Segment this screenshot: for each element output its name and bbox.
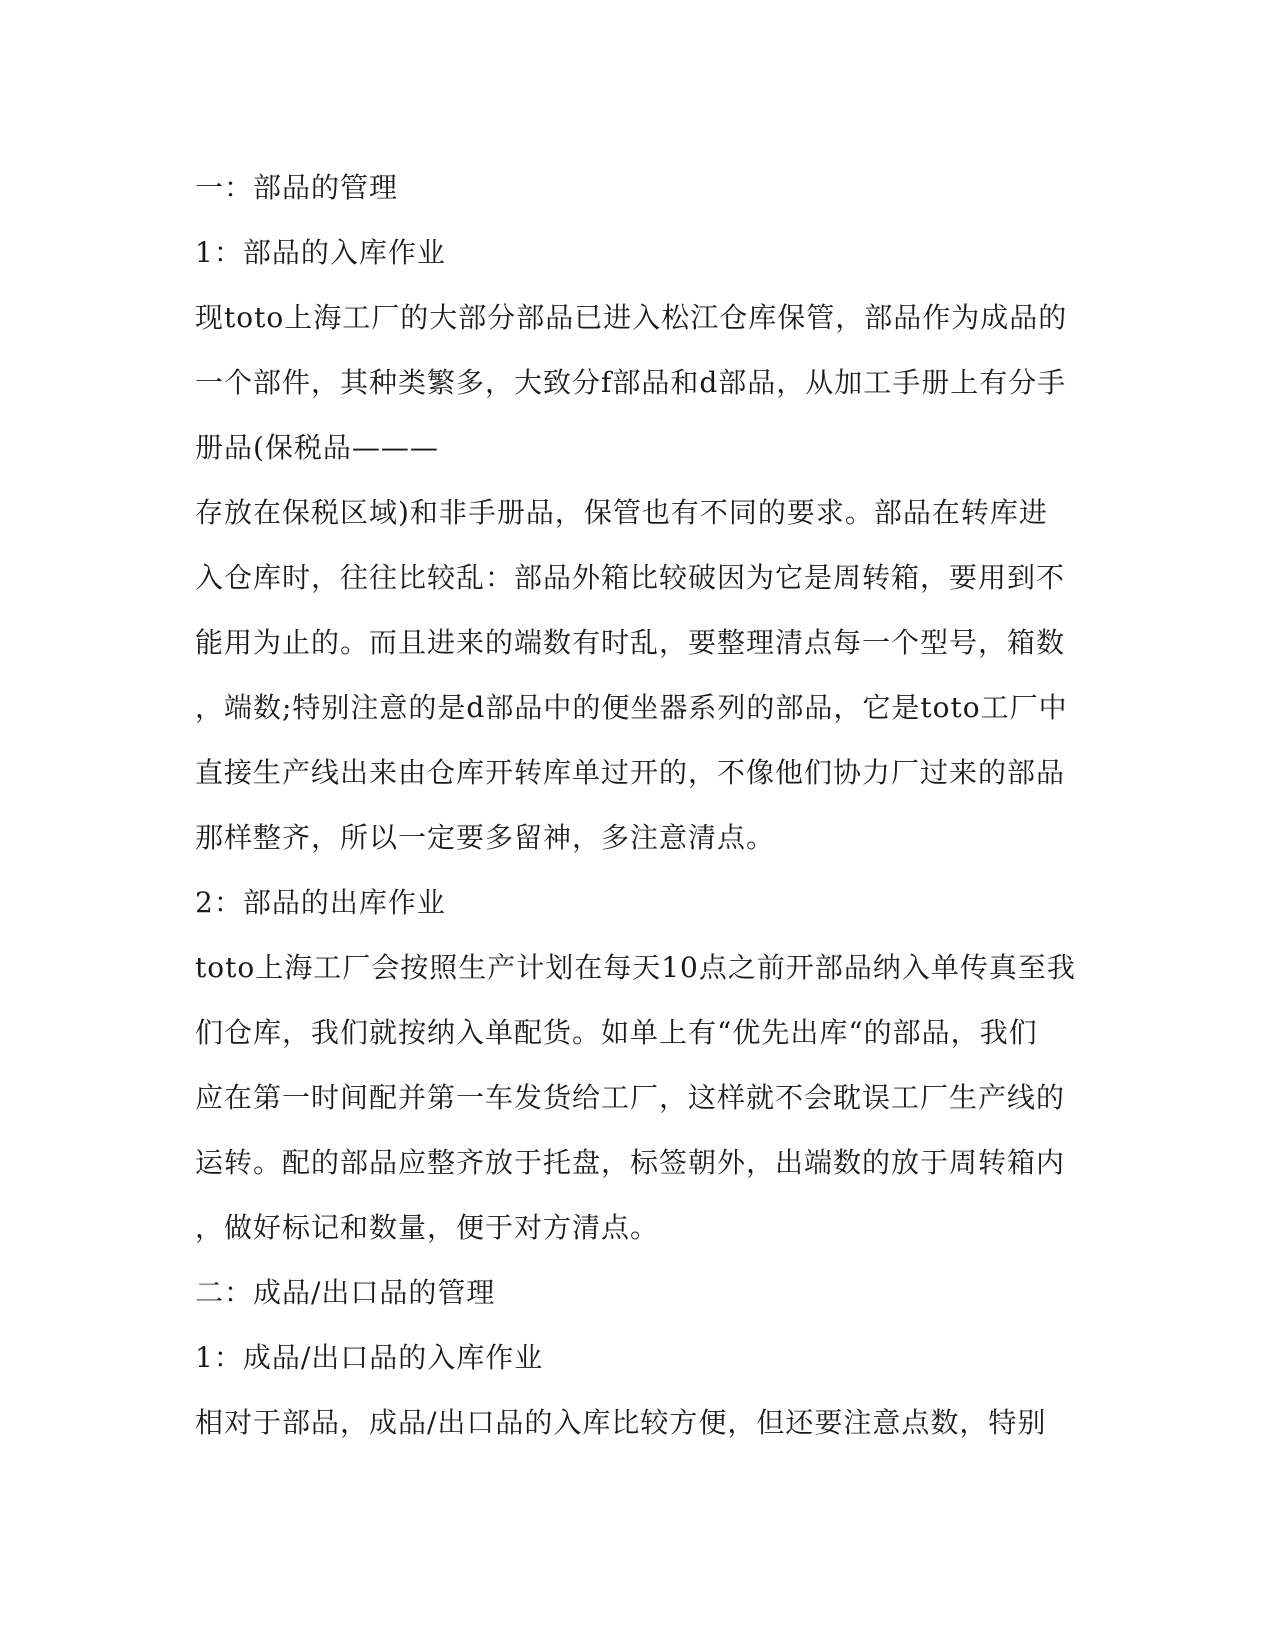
paragraph-line: 相对于部品，成品/出口品的入库比较方便，但还要注意点数，特别 [195, 1406, 1047, 1439]
paragraph-line: ，做好标记和数量，便于对方清点。 [195, 1211, 660, 1244]
paragraph-line: 运转。配的部品应整齐放于托盘，标签朝外，出端数的放于周转箱内 [195, 1146, 1066, 1179]
subsection-heading-1-2: 2：部品的出库作业 [195, 886, 446, 919]
paragraph-line: 直接生产线出来由仓库开转库单过开的，不像他们协力厂过来的部品 [195, 756, 1066, 789]
subsection-heading-2-1: 1：成品/出口品的入库作业 [195, 1341, 544, 1374]
paragraph-line: toto上海工厂会按照生产计划在每天10点之前开部品纳入单传真至我 [195, 951, 1076, 984]
document-body [195, 155, 1075, 1455]
subsection-heading-1-1: 1：部品的入库作业 [195, 236, 446, 269]
paragraph-line: 能用为止的。而且进来的端数有时乱，要整理清点每一个型号，箱数 [195, 626, 1066, 659]
paragraph-line: 那样整齐，所以一定要多留神，多注意清点。 [195, 821, 776, 854]
paragraph-line: 存放在保税区域)和非手册品，保管也有不同的要求。部品在转库进 [195, 496, 1048, 529]
paragraph-line: 册品(保税品——— [195, 431, 439, 464]
paragraph-line: 一个部件，其种类繁多，大致分f部品和d部品，从加工手册上有分手 [195, 366, 1067, 399]
paragraph-line: 现toto上海工厂的大部分部品已进入松江仓库保管，部品作为成品的 [195, 301, 1068, 334]
paragraph-line: 入仓库时，往往比较乱：部品外箱比较破因为它是周转箱，要用到不 [195, 561, 1066, 594]
paragraph-line: 们仓库，我们就按纳入单配货。如单上有“优先出库“的部品，我们 [195, 1016, 1038, 1049]
section-heading-2: 二：成品/出口品的管理 [195, 1276, 496, 1309]
paragraph-line: 应在第一时间配并第一车发货给工厂，这样就不会耽误工厂生产线的 [195, 1081, 1066, 1114]
paragraph-line: ，端数;特别注意的是d部品中的便坐器系列的部品，它是toto工厂中 [195, 691, 1068, 724]
section-heading-1: 一：部品的管理 [195, 171, 399, 204]
